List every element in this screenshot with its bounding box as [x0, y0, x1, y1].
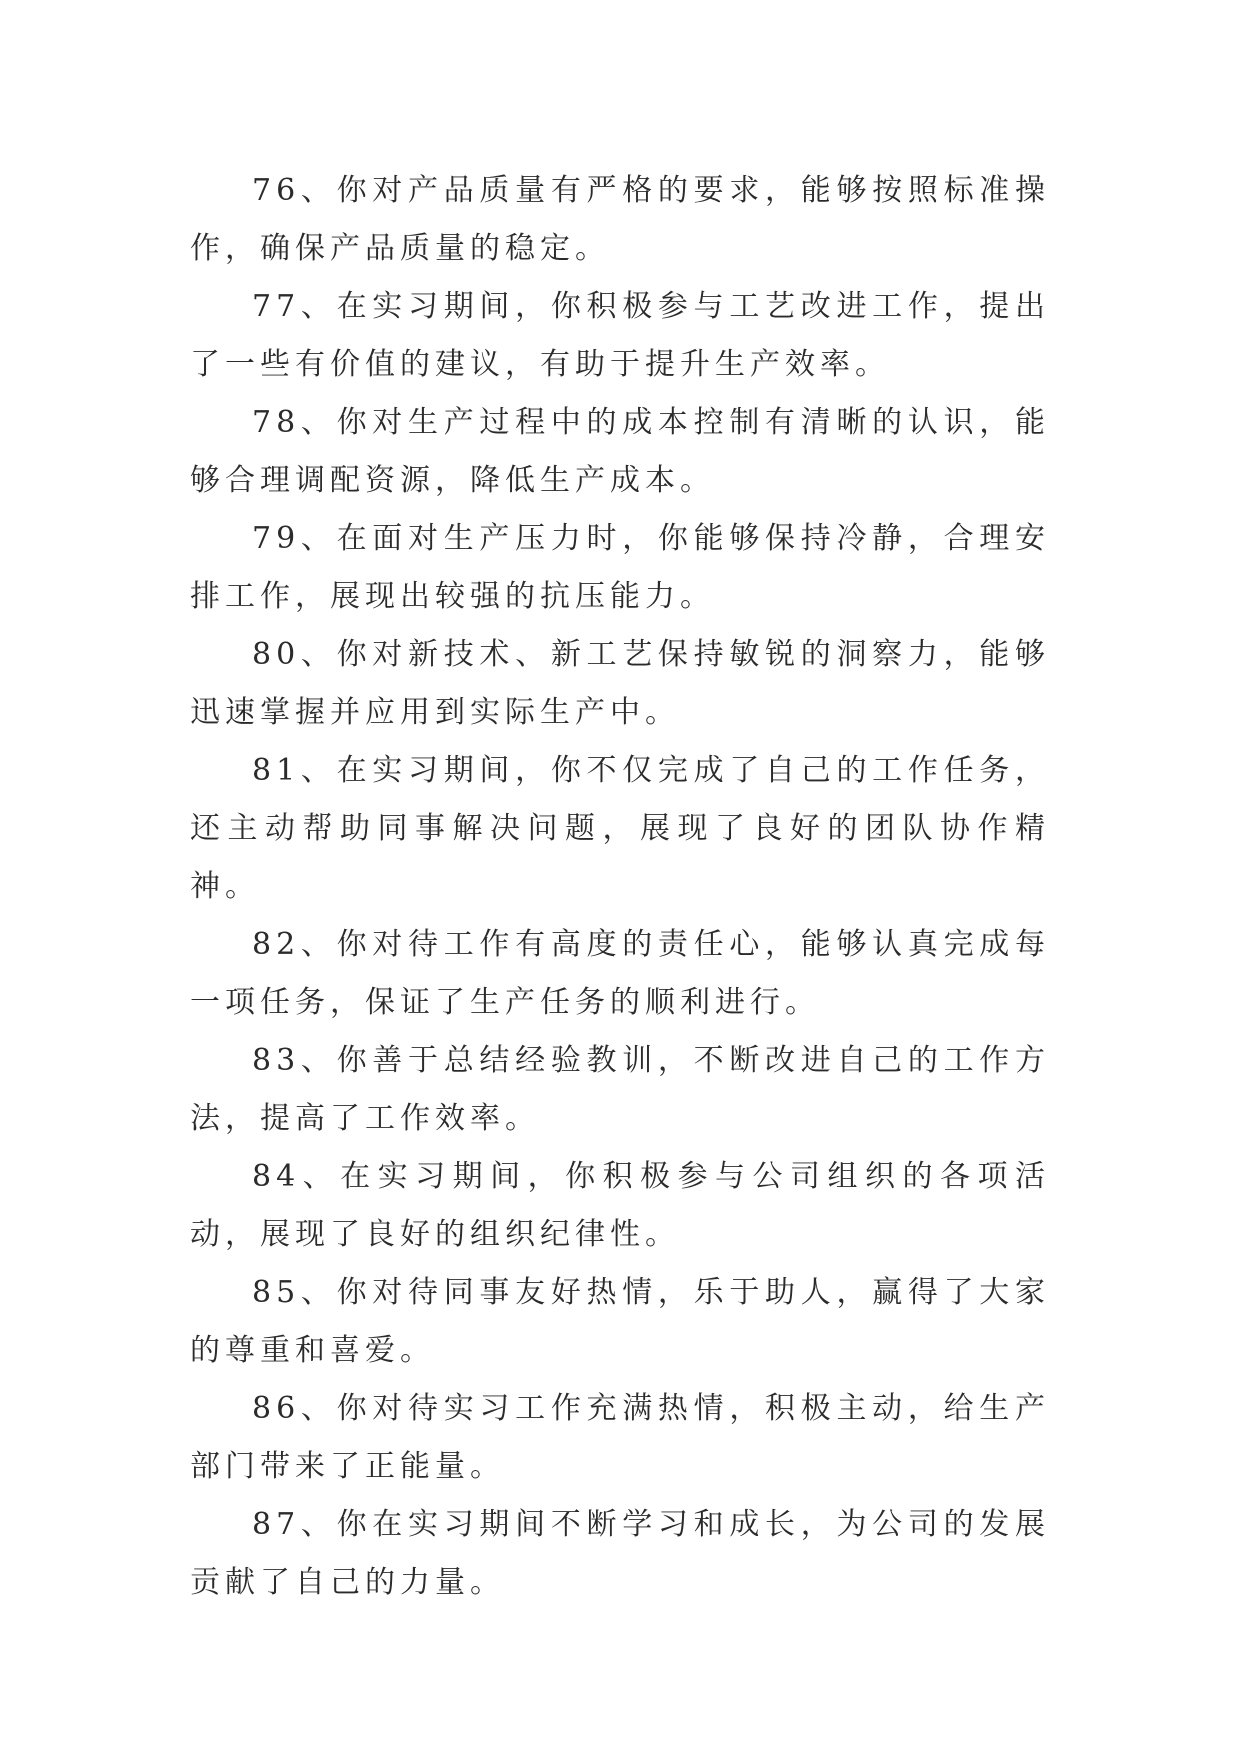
paragraph-87: 87、你在实习期间不断学习和成长，为公司的发展贡献了自己的力量。 [190, 1507, 1050, 1600]
paragraph-80: 80、你对新技术、新工艺保持敏锐的洞察力，能够迅速掌握并应用到实际生产中。 [190, 637, 1050, 730]
paragraph-85: 85、你对待同事友好热情，乐于助人，赢得了大家的尊重和喜爱。 [190, 1275, 1050, 1368]
paragraph-78: 78、你对生产过程中的成本控制有清晰的认识，能够合理调配资源，降低生产成本。 [190, 405, 1050, 498]
paragraph-79: 79、在面对生产压力时，你能够保持冷静，合理安排工作，展现出较强的抗压能力。 [190, 521, 1050, 614]
paragraph-86: 86、你对待实习工作充满热情，积极主动，给生产部门带来了正能量。 [190, 1391, 1050, 1484]
paragraph-81: 81、在实习期间，你不仅完成了自己的工作任务，还主动帮助同事解决问题，展现了良好的团队协作精神。 [190, 753, 1050, 904]
paragraph-84: 84、在实习期间，你积极参与公司组织的各项活动，展现了良好的组织纪律性。 [190, 1159, 1050, 1252]
paragraph-83: 83、你善于总结经验教训，不断改进自己的工作方法，提高了工作效率。 [190, 1043, 1050, 1136]
paragraph-82: 82、你对待工作有高度的责任心，能够认真完成每一项任务，保证了生产任务的顺利进行。 [190, 927, 1050, 1020]
paragraph-76: 76、你对产品质量有严格的要求，能够按照标准操作，确保产品质量的稳定。 [190, 173, 1050, 266]
paragraph-77: 77、在实习期间，你积极参与工艺改进工作，提出了一些有价值的建议，有助于提升生产效率。 [190, 289, 1050, 382]
document-body [190, 162, 1050, 1612]
